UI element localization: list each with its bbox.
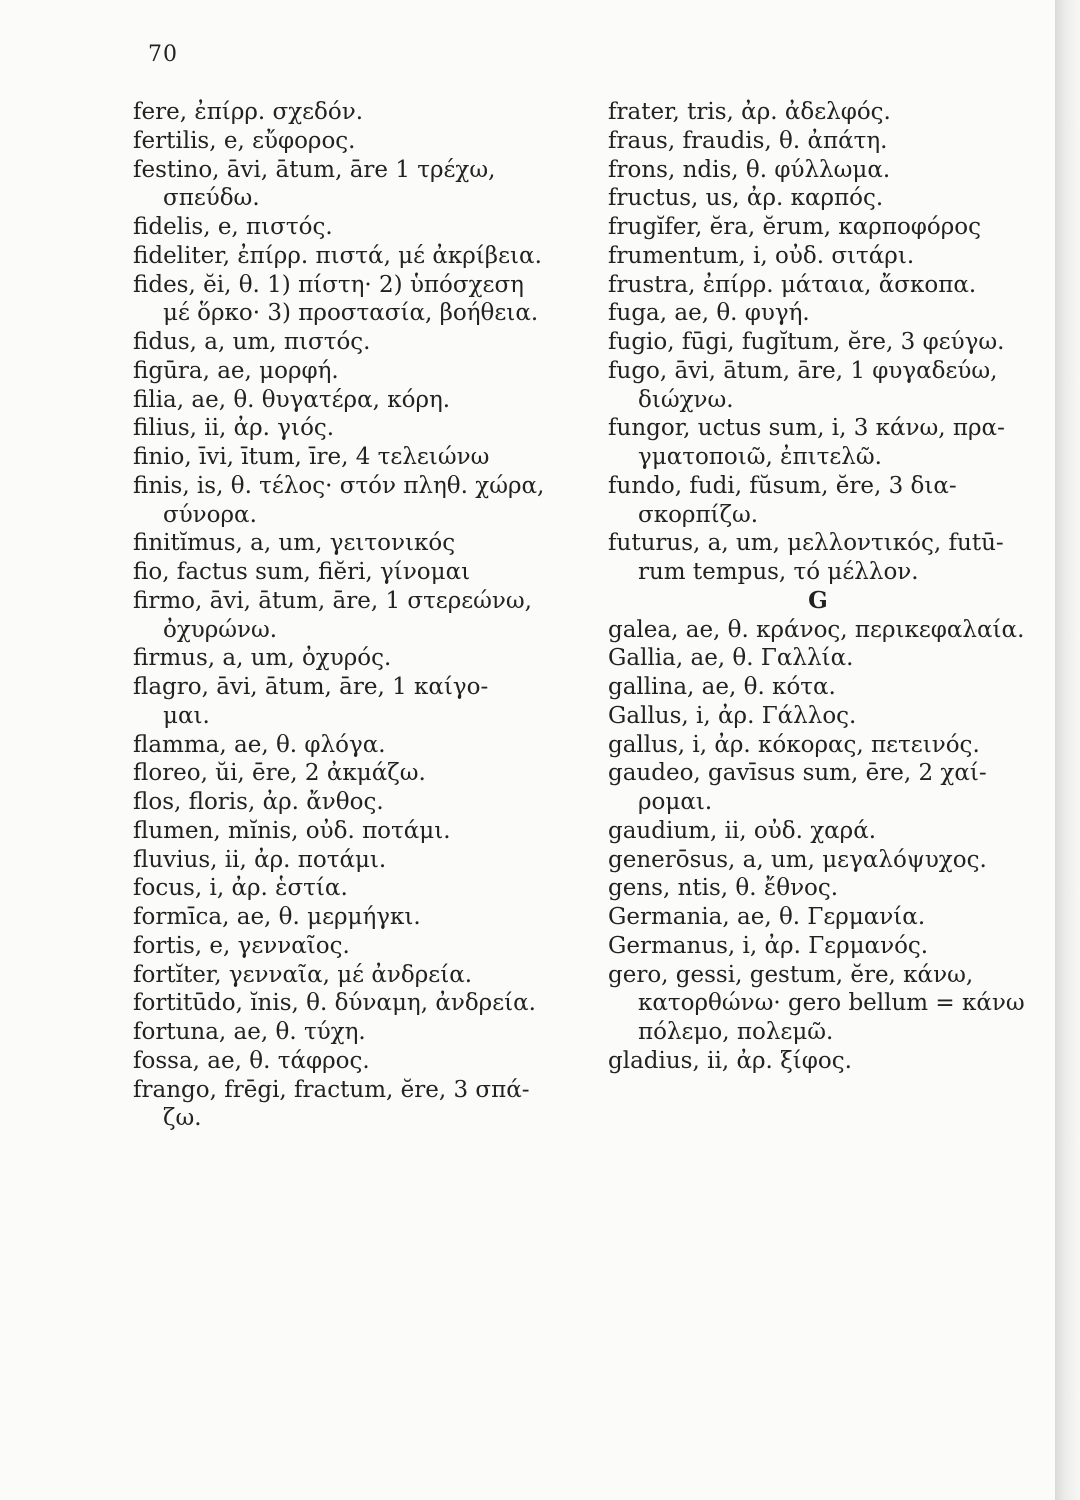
entry-continuation-line: κατορθώνω· gero bellum = κάνω	[638, 990, 1025, 1017]
dictionary-entry-line: firmo, āvi, ātum, āre, 1 στερεώνω,	[133, 587, 532, 614]
dictionary-entry-line: festino, āvi, ātum, āre 1 τρέχω,	[133, 156, 496, 183]
dictionary-entry-line: gallina, ae, θ. κότα.	[608, 674, 836, 700]
dictionary-entry-line: Gallia, ae, θ. Γαλλία.	[608, 645, 854, 672]
dictionary-entry-line: fides, ĕi, θ. 1) πίστη· 2) ὑπόσχεση	[133, 271, 524, 298]
dictionary-entry-line: fuga, ae, θ. φυγή.	[608, 300, 810, 327]
dictionary-entry-line: frango, frēgi, fractum, ĕre, 3 σπά-	[133, 1076, 530, 1103]
dictionary-entry-line: formīca, ae, θ. μερμήγκι.	[133, 904, 421, 930]
dictionary-entry-line: fraus, fraudis, θ. ἀπάτη.	[608, 127, 888, 154]
dictionary-entry-line: frugĭfer, ĕra, ĕrum, καρποφόρος	[608, 214, 981, 240]
dictionary-entry-line: frons, ndis, θ. φύλλωμα.	[608, 156, 891, 183]
entry-continuation-line: μέ ὅρκο· 3) προστασία, βοήθεια.	[163, 300, 539, 327]
dictionary-entry-line: gaudeo, gavīsus sum, ēre, 2 χαί-	[608, 760, 987, 787]
dictionary-entry-line: flagro, āvi, ātum, āre, 1 καίγο-	[133, 674, 489, 700]
entry-continuation-line: πόλεμο, πολεμῶ.	[638, 1019, 834, 1045]
dictionary-entry-line: fortuna, ae, θ. τύχη.	[133, 1019, 366, 1045]
dictionary-entry-line: fortĭter, γενναῖα, μέ ἀνδρεία.	[133, 961, 473, 988]
entry-continuation-line: γματοποιῶ, ἐπιτελῶ.	[638, 444, 882, 470]
dictionary-entry-line: finitĭmus, a, um, γειτονικός	[133, 530, 456, 557]
dictionary-entry-line: galea, ae, θ. κράνος, περικεφαλαία.	[608, 616, 1025, 643]
dictionary-entry-line: firmus, a, um, ὀχυρός.	[133, 645, 392, 672]
entry-continuation-line: ζω.	[163, 1105, 202, 1132]
entry-continuation-line: ρομαι.	[638, 789, 713, 815]
dictionary-entry-line: filia, ae, θ. θυγατέρα, κόρη.	[133, 386, 451, 413]
dictionary-entry-line: fossa, ae, θ. τάφρος.	[133, 1047, 370, 1074]
dictionary-entry-line: fortitūdo, ĭnis, θ. δύναμη, ἀνδρεία.	[133, 990, 536, 1017]
entry-continuation-line: σύνορα.	[163, 501, 257, 528]
dictionary-entry-line: fungor, uctus sum, i, 3 κάνω, πρα-	[608, 415, 1005, 442]
dictionary-entry-line: fio, factus sum, fiĕri, γίνομαι	[133, 559, 471, 585]
dictionary-entry-line: finis, is, θ. τέλος· στόν πληθ. χώρα,	[133, 472, 545, 499]
dictionary-entry-line: fertilis, e, εὔφορος.	[133, 127, 356, 154]
entry-continuation-line: ὀχυρώνω.	[163, 616, 278, 643]
right-column	[608, 98, 1048, 1076]
entry-continuation-line: rum tempus, τό μέλλον.	[638, 559, 919, 585]
dictionary-entry-line: fidelis, e, πιστός.	[133, 214, 333, 240]
dictionary-entry-line: fidus, a, um, πιστός.	[133, 329, 371, 355]
dictionary-entry-line: finio, īvi, ītum, īre, 4 τελειώνω	[133, 444, 490, 470]
dictionary-entry-line: gallus, i, ἀρ. κόκορας, πετεινός.	[608, 731, 980, 758]
dictionary-entry-line: gaudium, ii, οὐδ. χαρά.	[608, 817, 877, 844]
dictionary-entry-line: fortis, e, γενναῖος.	[133, 932, 350, 959]
dictionary-entry-line: flos, floris, ἀρ. ἄνθος.	[133, 789, 384, 815]
entry-continuation-line: σπεύδω.	[163, 185, 260, 212]
dictionary-entry-line: Germanus, i, ἀρ. Γερμανός.	[608, 932, 929, 959]
dictionary-entry-line: gladius, ii, ἀρ. ξίφος.	[608, 1047, 852, 1074]
dictionary-entry-line: gero, gessi, gestum, ĕre, κάνω,	[608, 961, 974, 988]
dictionary-entry-line: fluvius, ii, ἀρ. ποτάμι.	[133, 846, 387, 873]
dictionary-entry-line: fugio, fūgi, fugĭtum, ĕre, 3 φεύγω.	[608, 329, 1005, 355]
dictionary-entry-line: floreo, ŭi, ēre, 2 ἀκμάζω.	[133, 760, 426, 787]
dictionary-entry-line: Germania, ae, θ. Γερμανία.	[608, 904, 926, 930]
page-edge-shadow	[1055, 0, 1080, 1500]
dictionary-entry-line: frustra, ἐπίρρ. μάταια, ἄσκοπα.	[608, 271, 977, 298]
page-number: 70	[148, 42, 178, 67]
dictionary-entry-line: frater, tris, ἀρ. ἀδελφός.	[608, 99, 891, 125]
dictionary-entry-line: fructus, us, ἀρ. καρπός.	[608, 185, 884, 212]
dictionary-entry-line: flamma, ae, θ. φλόγα.	[133, 731, 386, 758]
entry-continuation-line: σκορπίζω.	[638, 501, 759, 528]
dictionary-entry-line: fideliter, ἐπίρρ. πιστά, μέ ἀκρίβεια.	[133, 242, 542, 269]
dictionary-entry-line: Gallus, i, ἀρ. Γάλλος.	[608, 702, 857, 729]
dictionary-entry-line: fugo, āvi, ātum, āre, 1 φυγαδεύω,	[608, 357, 998, 384]
dictionary-entry-line: focus, i, ἀρ. ἑστία.	[133, 875, 348, 902]
entry-continuation-line: μαι.	[163, 702, 210, 729]
dictionary-entry-line: flumen, mĭnis, οὐδ. ποτάμι.	[133, 817, 451, 844]
dictionary-entry-line: futurus, a, um, μελλοντικός, futū-	[608, 530, 1004, 557]
dictionary-entry-line: figūra, ae, μορφή.	[133, 357, 339, 384]
dictionary-entry-line: generōsus, a, um, μεγαλόψυχος.	[608, 846, 987, 873]
dictionary-entry-line: filius, ii, ἀρ. γιός.	[133, 415, 335, 442]
dictionary-entry-line: gens, ntis, θ. ἔθνος.	[608, 875, 839, 902]
left-column	[133, 98, 573, 1133]
dictionary-entry-line: fundo, fudi, fŭsum, ĕre, 3 δια-	[608, 472, 957, 499]
dictionary-entry-line: frumentum, i, οὐδ. σιτάρι.	[608, 242, 915, 269]
entry-continuation-line: διώχνω.	[638, 386, 734, 413]
section-letter-heading: G	[808, 586, 828, 614]
dictionary-entry-line: fere, ἐπίρρ. σχεδόν.	[133, 99, 364, 125]
